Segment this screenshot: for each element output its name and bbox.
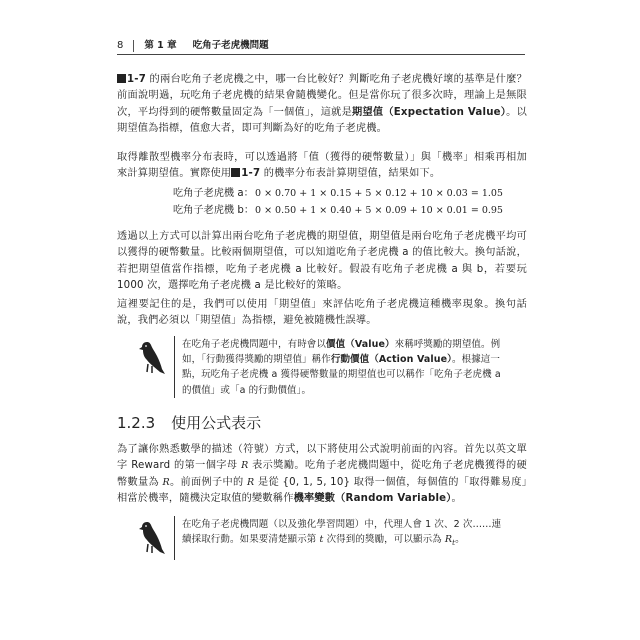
header-divider (133, 40, 134, 52)
paragraph-text: 。以期望值為指標，值愈大者，即可判斷為好的吃角子老虎機。 (117, 106, 527, 135)
formula-expression: 0 × 0.50 + 1 × 0.40 + 5 × 0.09 + 10 × 0.01 = 0.95 (255, 205, 503, 216)
figure-marker-icon (117, 74, 126, 83)
chapter-label: 第 1 章 (144, 40, 177, 51)
math-variable: R (241, 460, 249, 472)
note-segment: 來稱呼獎勵的期望值。例如，「行動獲得獎勵的期望值」稱作 (182, 339, 501, 366)
note-segment: 。 (455, 534, 465, 546)
paragraph-comparison (117, 229, 527, 295)
paragraph-text: 取得離散型機率分布表時，可以透過將「值（獲得的硬幣數量）」與「機率」相乘再相加來計算期望值。實際使用 (117, 152, 527, 180)
paragraph-text: 的兩台吃角子老虎機之中，哪一台比較好？判斷吃角子老虎機好壞的基準是什麼？前面說明過，玩吃角子老虎機的結果會隨機變化。但是當你玩了很多次時，理論上是無限次，平均得到的硬幣數量固定為「一個值」，這就是 (117, 74, 527, 118)
math-subscript: t (452, 539, 456, 548)
crow-icon (138, 518, 168, 556)
note-time-step (130, 516, 522, 566)
paragraph-text: 為了讓你熟悉數學的描述（符號）方式，以下將使用公式說明前面的內容。首先以英文單字 Reward 的第一個字母 (117, 444, 527, 472)
paragraph-expectation (117, 72, 527, 138)
paragraph-text: 表示獎勵。吃角子老虎機問題中，從吃角子老虎機獲得的硬幣數量為 (117, 460, 528, 488)
note-segment: 次得到的獎勵，可以顯示為 (323, 534, 445, 546)
paragraph-notation (117, 442, 527, 508)
math-variable: t (319, 534, 324, 546)
figure-marker-icon (231, 168, 240, 177)
note-text (182, 517, 502, 551)
note-divider (174, 516, 175, 560)
math-variable: R (162, 476, 170, 488)
math-variable: R (247, 476, 255, 488)
paragraph-text: 是從 {0, 1, 5, 10} 取得一個值，每個值的「取得難易度」相當於機率，隨機決定取值的變數稱作 (117, 476, 527, 505)
chapter-title: 吃角子老虎機問題 (192, 40, 269, 51)
formula-expression: 0 × 0.70 + 1 × 0.15 + 5 × 0.12 + 10 × 0.03 = 1.05 (255, 188, 503, 199)
note-segment: 在吃角子老虎機問題（以及強化學習問題）中，代理人會 1 次、2 次……連續採取行動。如果要清楚顯示第 (182, 519, 502, 546)
paragraph-text: 。 (451, 493, 462, 505)
section-heading (117, 413, 261, 433)
section-title: 使用公式表示 (171, 414, 262, 432)
figure-reference: 1-7 (127, 74, 147, 85)
crow-icon (138, 338, 168, 376)
paragraph-summary (117, 297, 527, 330)
paragraph-text: 。前面例子中的 (169, 476, 248, 488)
page-number: 8 (117, 40, 124, 51)
paragraph-text: 的機率分布表計算期望值，結果如下。 (260, 168, 441, 180)
formula-machine-a (173, 186, 503, 202)
note-text (182, 337, 502, 398)
paragraph-text: 透過以上方式可以計算出兩台吃角子老虎機的期望值，期望值是兩台吃角子老虎機平均可以獲得的硬幣數量。比較兩個期望值，可以知道吃角子老虎機 a 的值比較大。換句話說，若把期望值當作指標，吃角子老虎機 a 比較好。假設有吃角子老虎機 a 與 b，若要玩 1000 次，選擇吃角子老虎機 a 是比較好的策略。 (117, 231, 527, 292)
note-value (130, 336, 522, 400)
note-divider (174, 336, 175, 398)
section-number: 1.2.3 (117, 414, 156, 432)
note-segment: 。根據這一點，玩吃角子老虎機 a 獲得硬幣數量的期望值也可以稱作「吃角子老虎機 a 的價值」或「a 的行動價值」。 (182, 354, 501, 396)
paragraph-text: 這裡要記住的是，我們可以使用「期望值」來評估吃角子老虎機這種機率現象。換句話說，我們必須以「期望值」為指標，避免被隨機性誤導。 (117, 299, 527, 327)
paragraph-computation (117, 150, 527, 183)
term-value: 價值（Value） (326, 339, 395, 350)
term-action-value: 行動價值（Action Value） (330, 354, 452, 366)
figure-reference: 1-7 (241, 168, 261, 180)
formula-label: 吃角子老虎機 a： (173, 188, 254, 199)
running-header (117, 38, 525, 55)
math-variable: R (444, 534, 453, 546)
term-random-variable: 機率變數（Random Variable） (293, 493, 452, 505)
formula-machine-b (173, 203, 503, 219)
formula-label: 吃角子老虎機 b： (173, 205, 255, 216)
note-segment: 在吃角子老虎機問題中，有時會以 (182, 339, 327, 350)
term-expectation-value: 期望值（Expectation Value） (352, 106, 507, 118)
